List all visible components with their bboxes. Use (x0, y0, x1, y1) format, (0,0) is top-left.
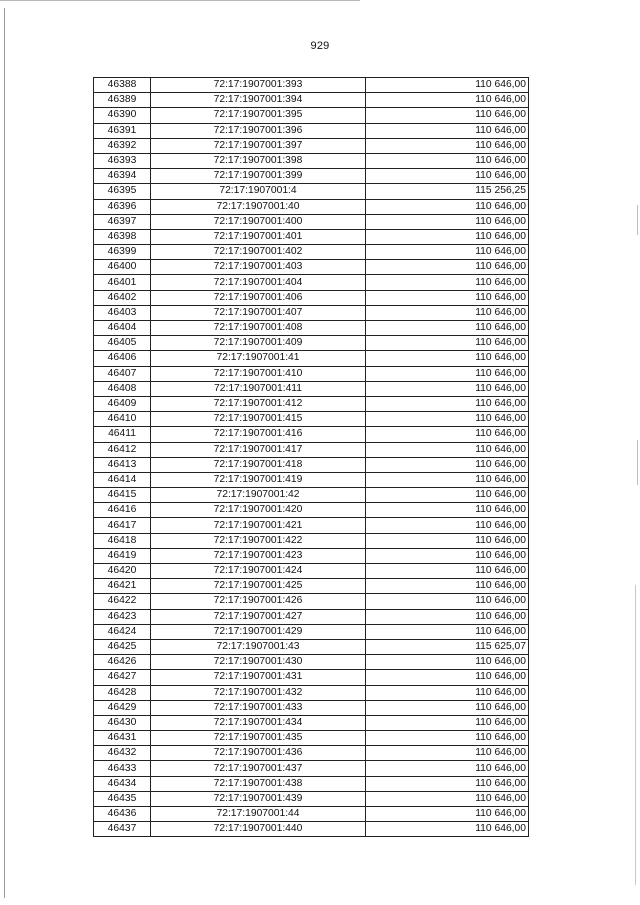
registry-table-body (94, 78, 529, 837)
row-number-cell: 46422 (94, 594, 151, 609)
row-number-cell: 46390 (94, 108, 151, 123)
row-number-cell: 46393 (94, 153, 151, 168)
table-row (94, 184, 529, 199)
row-number-cell: 46388 (94, 78, 151, 93)
row-number-cell: 46407 (94, 366, 151, 381)
cadastral-value-cell: 115 625,07 (366, 639, 529, 654)
row-number-cell: 46400 (94, 260, 151, 275)
cadastral-value-cell: 110 646,00 (366, 518, 529, 533)
cadastral-value-cell: 110 646,00 (366, 108, 529, 123)
table-row (94, 791, 529, 806)
cadastral-number-cell: 72:17:1907001:397 (151, 138, 366, 153)
table-row (94, 214, 529, 229)
row-number-cell: 46389 (94, 93, 151, 108)
row-number-cell: 46413 (94, 457, 151, 472)
table-row (94, 518, 529, 533)
cadastral-number-cell: 72:17:1907001:43 (151, 639, 366, 654)
table-row (94, 153, 529, 168)
cadastral-number-cell: 72:17:1907001:418 (151, 457, 366, 472)
cadastral-value-cell: 110 646,00 (366, 260, 529, 275)
cadastral-value-cell: 110 646,00 (366, 290, 529, 305)
row-number-cell: 46434 (94, 776, 151, 791)
row-number-cell: 46394 (94, 169, 151, 184)
row-number-cell: 46392 (94, 138, 151, 153)
cadastral-number-cell: 72:17:1907001:429 (151, 624, 366, 639)
cadastral-value-cell: 110 646,00 (366, 670, 529, 685)
cadastral-value-cell: 110 646,00 (366, 336, 529, 351)
cadastral-number-cell: 72:17:1907001:398 (151, 153, 366, 168)
table-row (94, 488, 529, 503)
cadastral-value-cell: 110 646,00 (366, 199, 529, 214)
cadastral-number-cell: 72:17:1907001:436 (151, 746, 366, 761)
cadastral-number-cell: 72:17:1907001:410 (151, 366, 366, 381)
table-row (94, 93, 529, 108)
table-row (94, 457, 529, 472)
row-number-cell: 46424 (94, 624, 151, 639)
row-number-cell: 46420 (94, 564, 151, 579)
cadastral-value-cell: 110 646,00 (366, 78, 529, 93)
cadastral-value-cell: 110 646,00 (366, 214, 529, 229)
cadastral-number-cell: 72:17:1907001:401 (151, 229, 366, 244)
table-row (94, 594, 529, 609)
cadastral-value-cell: 110 646,00 (366, 488, 529, 503)
cadastral-value-cell: 110 646,00 (366, 731, 529, 746)
table-row (94, 427, 529, 442)
table-row (94, 305, 529, 320)
cadastral-number-cell: 72:17:1907001:40 (151, 199, 366, 214)
cadastral-value-cell: 110 646,00 (366, 153, 529, 168)
row-number-cell: 46436 (94, 807, 151, 822)
cadastral-value-cell: 110 646,00 (366, 396, 529, 411)
row-number-cell: 46421 (94, 579, 151, 594)
cadastral-number-cell: 72:17:1907001:408 (151, 321, 366, 336)
cadastral-value-cell: 110 646,00 (366, 412, 529, 427)
table-row (94, 123, 529, 138)
cadastral-value-cell: 110 646,00 (366, 275, 529, 290)
cadastral-value-cell: 110 646,00 (366, 624, 529, 639)
row-number-cell: 46423 (94, 609, 151, 624)
row-number-cell: 46408 (94, 381, 151, 396)
row-number-cell: 46409 (94, 396, 151, 411)
table-row (94, 442, 529, 457)
table-row (94, 78, 529, 93)
cadastral-number-cell: 72:17:1907001:399 (151, 169, 366, 184)
cadastral-value-cell: 110 646,00 (366, 564, 529, 579)
table-row (94, 396, 529, 411)
row-number-cell: 46396 (94, 199, 151, 214)
row-number-cell: 46437 (94, 822, 151, 837)
table-row (94, 412, 529, 427)
cadastral-value-cell: 110 646,00 (366, 472, 529, 487)
cadastral-number-cell: 72:17:1907001:393 (151, 78, 366, 93)
row-number-cell: 46391 (94, 123, 151, 138)
cadastral-value-cell: 110 646,00 (366, 655, 529, 670)
row-number-cell: 46406 (94, 351, 151, 366)
table-row (94, 321, 529, 336)
cadastral-value-cell: 110 646,00 (366, 503, 529, 518)
table-row (94, 351, 529, 366)
row-number-cell: 46432 (94, 746, 151, 761)
row-number-cell: 46414 (94, 472, 151, 487)
table-row (94, 503, 529, 518)
cadastral-number-cell: 72:17:1907001:407 (151, 305, 366, 320)
row-number-cell: 46398 (94, 229, 151, 244)
cadastral-number-cell: 72:17:1907001:395 (151, 108, 366, 123)
cadastral-number-cell: 72:17:1907001:415 (151, 412, 366, 427)
table-row (94, 624, 529, 639)
cadastral-value-cell: 110 646,00 (366, 700, 529, 715)
table-row (94, 776, 529, 791)
cadastral-value-cell: 110 646,00 (366, 533, 529, 548)
table-row (94, 533, 529, 548)
row-number-cell: 46415 (94, 488, 151, 503)
table-row (94, 138, 529, 153)
row-number-cell: 46401 (94, 275, 151, 290)
cadastral-number-cell: 72:17:1907001:406 (151, 290, 366, 305)
cadastral-value-cell: 110 646,00 (366, 807, 529, 822)
cadastral-value-cell: 110 646,00 (366, 685, 529, 700)
table-row (94, 472, 529, 487)
cadastral-value-cell: 110 646,00 (366, 321, 529, 336)
cadastral-number-cell: 72:17:1907001:396 (151, 123, 366, 138)
row-number-cell: 46410 (94, 412, 151, 427)
cadastral-number-cell: 72:17:1907001:400 (151, 214, 366, 229)
row-number-cell: 46404 (94, 321, 151, 336)
cadastral-value-cell: 110 646,00 (366, 169, 529, 184)
cadastral-value-cell: 110 646,00 (366, 457, 529, 472)
table-row (94, 199, 529, 214)
row-number-cell: 46412 (94, 442, 151, 457)
cadastral-value-cell: 110 646,00 (366, 761, 529, 776)
cadastral-value-cell: 110 646,00 (366, 381, 529, 396)
table-row (94, 609, 529, 624)
row-number-cell: 46418 (94, 533, 151, 548)
cadastral-number-cell: 72:17:1907001:440 (151, 822, 366, 837)
scan-mark (637, 205, 638, 235)
table-row (94, 260, 529, 275)
table-row (94, 655, 529, 670)
cadastral-number-cell: 72:17:1907001:439 (151, 791, 366, 806)
cadastral-number-cell: 72:17:1907001:416 (151, 427, 366, 442)
cadastral-value-cell: 110 646,00 (366, 609, 529, 624)
cadastral-value-cell: 110 646,00 (366, 746, 529, 761)
cadastral-number-cell: 72:17:1907001:435 (151, 731, 366, 746)
table-row (94, 639, 529, 654)
table-row (94, 229, 529, 244)
table-row (94, 715, 529, 730)
cadastral-number-cell: 72:17:1907001:434 (151, 715, 366, 730)
table-row (94, 685, 529, 700)
row-number-cell: 46430 (94, 715, 151, 730)
cadastral-number-cell: 72:17:1907001:403 (151, 260, 366, 275)
table-row (94, 807, 529, 822)
row-number-cell: 46397 (94, 214, 151, 229)
cadastral-value-cell: 110 646,00 (366, 245, 529, 260)
cadastral-number-cell: 72:17:1907001:423 (151, 548, 366, 563)
table-row (94, 822, 529, 837)
cadastral-number-cell: 72:17:1907001:424 (151, 564, 366, 579)
row-number-cell: 46419 (94, 548, 151, 563)
cadastral-value-cell: 110 646,00 (366, 791, 529, 806)
row-number-cell: 46411 (94, 427, 151, 442)
row-number-cell: 46402 (94, 290, 151, 305)
row-number-cell: 46405 (94, 336, 151, 351)
row-number-cell: 46425 (94, 639, 151, 654)
row-number-cell: 46403 (94, 305, 151, 320)
cadastral-number-cell: 72:17:1907001:4 (151, 184, 366, 199)
cadastral-value-cell: 110 646,00 (366, 229, 529, 244)
page-number: 929 (310, 40, 330, 52)
scan-mark (637, 440, 638, 485)
table-row (94, 275, 529, 290)
cadastral-value-cell: 110 646,00 (366, 442, 529, 457)
cadastral-number-cell: 72:17:1907001:433 (151, 700, 366, 715)
row-number-cell: 46395 (94, 184, 151, 199)
cadastral-number-cell: 72:17:1907001:438 (151, 776, 366, 791)
cadastral-number-cell: 72:17:1907001:420 (151, 503, 366, 518)
cadastral-number-cell: 72:17:1907001:430 (151, 655, 366, 670)
cadastral-value-cell: 110 646,00 (366, 366, 529, 381)
row-number-cell: 46433 (94, 761, 151, 776)
cadastral-number-cell: 72:17:1907001:432 (151, 685, 366, 700)
row-number-cell: 46416 (94, 503, 151, 518)
cadastral-number-cell: 72:17:1907001:409 (151, 336, 366, 351)
cadastral-number-cell: 72:17:1907001:422 (151, 533, 366, 548)
table-row (94, 548, 529, 563)
cadastral-number-cell: 72:17:1907001:41 (151, 351, 366, 366)
table-row (94, 564, 529, 579)
row-number-cell: 46427 (94, 670, 151, 685)
table-row (94, 108, 529, 123)
cadastral-number-cell: 72:17:1907001:437 (151, 761, 366, 776)
table-row (94, 761, 529, 776)
cadastral-number-cell: 72:17:1907001:419 (151, 472, 366, 487)
cadastral-number-cell: 72:17:1907001:402 (151, 245, 366, 260)
row-number-cell: 46399 (94, 245, 151, 260)
cadastral-number-cell: 72:17:1907001:427 (151, 609, 366, 624)
row-number-cell: 46431 (94, 731, 151, 746)
cadastral-value-cell: 110 646,00 (366, 822, 529, 837)
table-row (94, 336, 529, 351)
table-row (94, 670, 529, 685)
cadastral-value-cell: 110 646,00 (366, 579, 529, 594)
cadastral-number-cell: 72:17:1907001:44 (151, 807, 366, 822)
cadastral-number-cell: 72:17:1907001:411 (151, 381, 366, 396)
table-row (94, 169, 529, 184)
row-number-cell: 46435 (94, 791, 151, 806)
cadastral-number-cell: 72:17:1907001:404 (151, 275, 366, 290)
cadastral-value-cell: 110 646,00 (366, 351, 529, 366)
cadastral-number-cell: 72:17:1907001:412 (151, 396, 366, 411)
table-row (94, 290, 529, 305)
cadastral-value-cell: 110 646,00 (366, 427, 529, 442)
table-row (94, 381, 529, 396)
cadastral-value-cell: 110 646,00 (366, 776, 529, 791)
cadastral-number-cell: 72:17:1907001:394 (151, 93, 366, 108)
registry-table (93, 77, 529, 837)
table-row (94, 579, 529, 594)
cadastral-number-cell: 72:17:1907001:42 (151, 488, 366, 503)
cadastral-value-cell: 110 646,00 (366, 123, 529, 138)
table-row (94, 366, 529, 381)
cadastral-number-cell: 72:17:1907001:417 (151, 442, 366, 457)
row-number-cell: 46429 (94, 700, 151, 715)
cadastral-value-cell: 110 646,00 (366, 138, 529, 153)
cadastral-number-cell: 72:17:1907001:426 (151, 594, 366, 609)
cadastral-value-cell: 110 646,00 (366, 594, 529, 609)
cadastral-value-cell: 115 256,25 (366, 184, 529, 199)
cadastral-value-cell: 110 646,00 (366, 548, 529, 563)
cadastral-value-cell: 110 646,00 (366, 93, 529, 108)
cadastral-number-cell: 72:17:1907001:421 (151, 518, 366, 533)
scan-edge-right (635, 585, 636, 885)
table-row (94, 746, 529, 761)
scan-edge-left (4, 8, 5, 898)
cadastral-number-cell: 72:17:1907001:425 (151, 579, 366, 594)
table-row (94, 245, 529, 260)
row-number-cell: 46417 (94, 518, 151, 533)
cadastral-value-cell: 110 646,00 (366, 305, 529, 320)
table-row (94, 700, 529, 715)
table-row (94, 731, 529, 746)
cadastral-value-cell: 110 646,00 (366, 715, 529, 730)
scan-edge-top (0, 0, 360, 1)
cadastral-number-cell: 72:17:1907001:431 (151, 670, 366, 685)
row-number-cell: 46428 (94, 685, 151, 700)
row-number-cell: 46426 (94, 655, 151, 670)
